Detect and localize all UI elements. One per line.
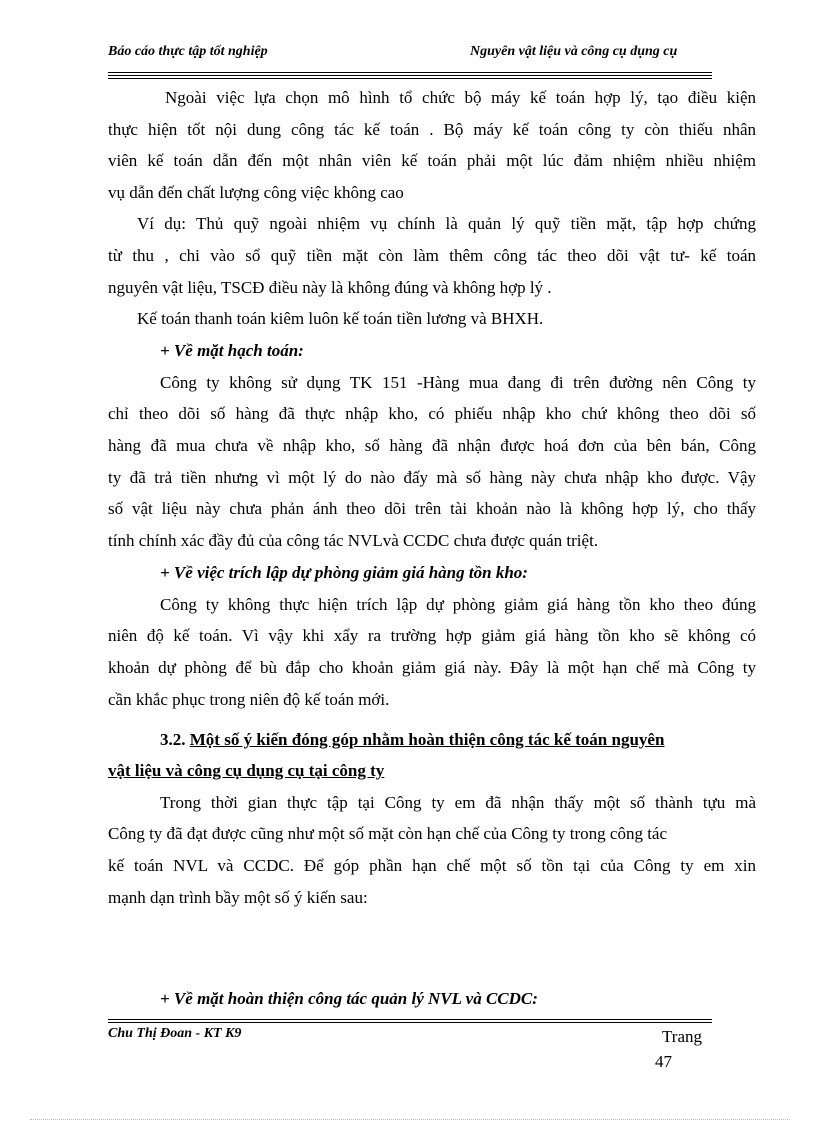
p6-line-2: Công ty đã đạt được cũng như một số mặt còn hạn chế của Công ty trong công tác <box>108 824 668 843</box>
p3-line: Kế toán thanh toán kiêm luôn kế toán tiền lương và BHXH. <box>137 309 544 328</box>
header-right-title: Nguyên vật liệu và công cụ dụng cụ <box>470 44 678 59</box>
page-bottom-border <box>30 1119 790 1120</box>
footer-rule-bottom <box>108 1022 712 1023</box>
p5-line-2: niên độ kế toán. Vì vậy khi xẩy ra trường hợp giảm giá hàng tồn kho sẽ không có <box>108 626 756 645</box>
section-title-line-1 <box>160 724 760 756</box>
p1-line-2: thực hiện tốt nội dung công tác kế toán . Bộ máy kế toán công ty còn thiếu nhân <box>108 120 756 139</box>
p6-line-3: kế toán NVL và CCDC. Để góp phần hạn chế một số tồn tại của Công ty em xin <box>108 856 756 875</box>
p5-line-3: khoản dự phòng để bù đắp cho khoản giảm giá này. Đây là một hạn chế mà Công ty <box>108 658 756 677</box>
p2-line-2: từ thu , chi vào sổ quỹ tiền mặt còn làm thêm công tác theo dõi vật tư- kế toán <box>108 246 756 265</box>
p2-line-1: Ví dụ: Thủ quỹ ngoài nhiệm vụ chính là quản lý quỹ tiền mặt, tập hợp chứng <box>137 214 756 233</box>
footer-page-number: 47 <box>655 1052 672 1071</box>
header-left-title: Báo cáo thực tập tốt nghiệp <box>108 44 268 59</box>
p5-line-4: cần khắc phục trong niên độ kế toán mới. <box>108 690 390 709</box>
p1-line-1: Ngoài việc lựa chọn mô hình tổ chức bộ máy kế toán hợp lý, tạo điều kiện <box>165 88 756 107</box>
p4-line-4: ty đã trả tiền nhưng vì một lý do nào đấy mà số hàng này chưa nhập kho được. Vậy <box>108 468 756 487</box>
header-rule-bottom <box>108 78 712 79</box>
section-number: 3.2. <box>160 730 186 749</box>
header-rule-top <box>108 72 712 73</box>
header-rule-mid <box>108 75 712 76</box>
heading-hach-toan: + Về mặt hạch toán: <box>160 341 304 360</box>
footer-page-label: Trang <box>662 1027 702 1046</box>
p4-line-6: tính chính xác đầy đủ của công tác NVLvà CCDC chưa được quán triệt. <box>108 531 599 550</box>
p4-line-3: hàng đã mua chưa về nhập kho, số hàng đã nhận được hoá đơn của bên bán, Công <box>108 436 756 455</box>
p4-line-5: số vật liệu này chưa phản ánh theo dõi trên tài khoản nào là không hợp lý, cho thấy <box>108 499 756 518</box>
p6-line-4: mạnh dạn trình bầy một số ý kiến sau: <box>108 888 368 907</box>
section-title-text-1: Một số ý kiến đóng góp nhằm hoàn thiện công tác kế toán nguyên <box>189 730 665 749</box>
footer-rule-top <box>108 1019 712 1020</box>
p1-line-4: vụ dẫn đến chất lượng công việc không cao <box>108 183 404 202</box>
p4-line-1: Công ty không sử dụng TK 151 -Hàng mua đang đi trên đường nên Công ty <box>160 373 756 392</box>
heading-quan-ly: + Về mặt hoàn thiện công tác quản lý NVL và CCDC: <box>160 989 538 1008</box>
p1-line-3: viên kế toán dẫn đến một nhân viên kế toán phải một lúc đảm nhiệm nhiều nhiệm <box>108 151 756 170</box>
section-title-line-2: vật liệu và công cụ dụng cụ tại công ty <box>108 761 385 780</box>
p4-line-2: chỉ theo dõi số hàng đã thực nhập kho, có phiếu nhập kho chứ không theo dõi số <box>108 404 756 423</box>
footer-author: Chu Thị Đoan - KT K9 <box>108 1026 242 1041</box>
p2-line-3: nguyên vật liệu, TSCĐ điều này là không đúng và không hợp lý . <box>108 278 552 297</box>
p5-line-1: Công ty không thực hiện trích lập dự phòng giảm giá hàng tồn kho theo đúng <box>160 595 756 614</box>
p6-line-1: Trong thời gian thực tập tại Công ty em đã nhận thấy một số thành tựu mà <box>160 793 756 812</box>
heading-du-phong: + Về việc trích lập dự phòng giảm giá hàng tồn kho: <box>160 563 528 582</box>
